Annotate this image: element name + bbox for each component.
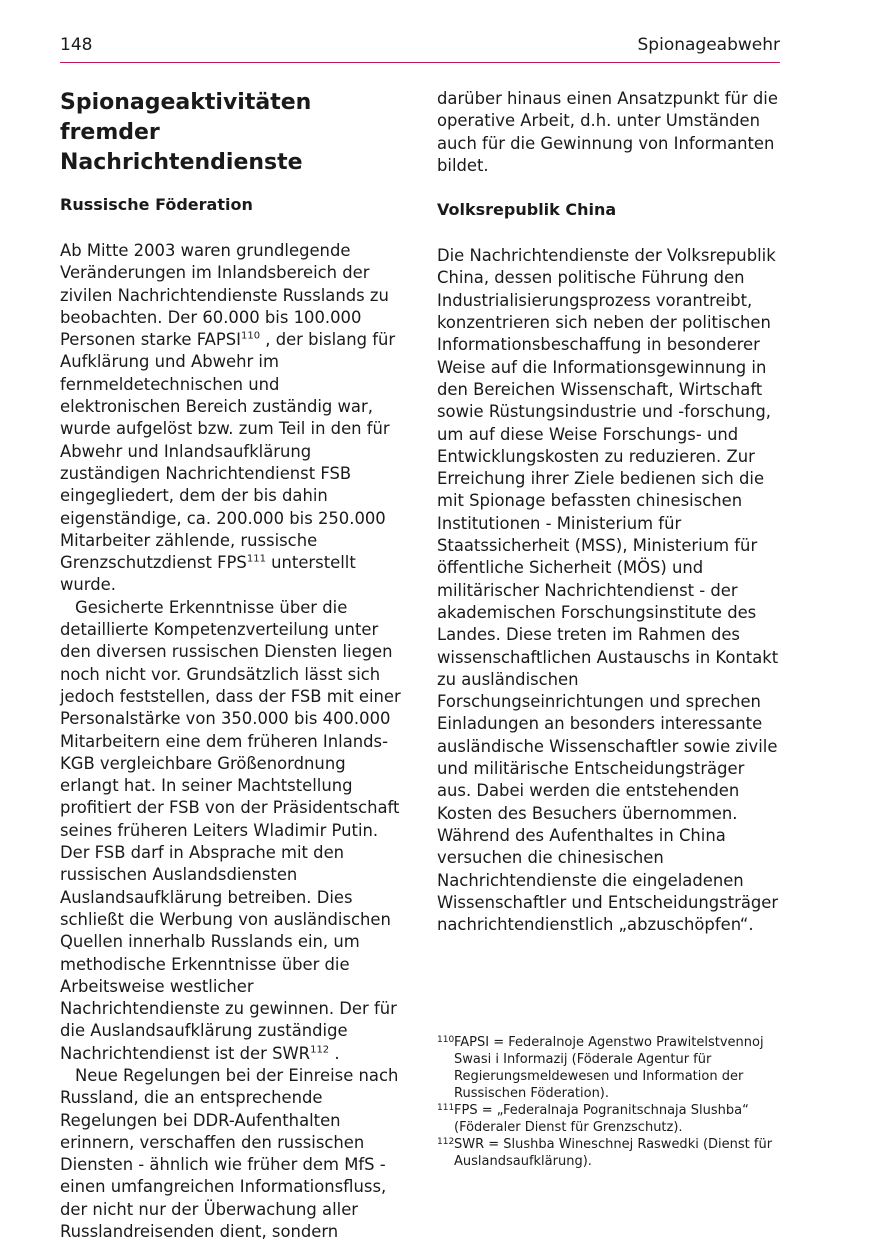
footnote-111 — [437, 1102, 782, 1136]
paragraph-russia-1 — [60, 240, 402, 597]
paragraph-china: Die Nachrichtendienste der Volksrepublik China, dessen politische Führung den Industrialisierungsprozess vorantreibt, konzentrieren sich neben der politischen Informationsbeschaffung in besonderer Weise auf die Informationsgewinnung in den Bereichen Wissenschaft, Wirtschaft sowie Rüstungsindustrie und -forschung, um auf diese Weise Forschungs- und Entwicklungskosten zu reduzieren. Zur Erreichung ihrer Ziele bedienen sich die mit Spionage befassten chinesischen Institutionen - Ministerium für Staatssicherheit (MSS), Ministerium für öffentliche Sicherheit (MÖS) und militärischer Nachrichtendienst - der akademischen Forschungsinstitute des Landes. Diese treten im Rahmen des wissenschaftlichen Austauschs in Kontakt zu ausländischen Forschungseinrichtungen und sprechen Einladungen an besonders interessante ausländische Wissenschaftler sowie zivile und militärische Entscheidungsträger aus. Dabei werden die entstehenden Kosten des Besuchers übernommen. Während des Aufenthaltes in China versuchen die chinesischen Nachrichtendienste die eingeladenen Wissenschaftler und Entscheidungsträger nachrichtendienstlich „abzuschöpfen“. — [437, 246, 779, 935]
footnote-number: 111 — [437, 1103, 455, 1113]
footnote-110 — [437, 1034, 782, 1102]
section-title-line2: Nachrichtendienste — [60, 150, 303, 175]
footnote-ref-112[interactable]: 112 — [310, 1044, 330, 1056]
footnotes — [437, 1034, 782, 1170]
footnote-ref-111[interactable]: 111 — [246, 553, 266, 565]
paragraph-russia-3: Neue Regelungen bei der Einreise nach Russland, die an entsprechende Regelungen bei DDR-Aufenthalten erinnern, verschaffen den russischen Diensten - ähnlich wie früher dem MfS - einen umfangreichen Informationsfluss, der nicht nur der Überwachung aller Russlandreisenden dient, sondern — [60, 1065, 399, 1242]
subhead-china: Volksrepublik China — [437, 200, 617, 220]
paragraph-russia-2-part-b: . — [329, 1043, 340, 1063]
paragraph-russia-2-part-a: Gesicherte Erkenntnisse über die detaillierte Kompetenzverteilung unter den diversen russischen Diensten liegen noch nicht vor. Grundsätzlich lässt sich jedoch feststellen, dass der FSB mit einer Personalstärke von 350.000 bis 400.000 Mitarbeitern eine dem früheren Inlands-KGB vergleichbare Größenordnung erlangt hat. In seiner Machtstellung profitiert der FSB von der Präsidentschaft seines früheren Leiters Wladimir Putin. Der FSB darf in Absprache mit den russischen Auslandsdiensten Auslandsaufklärung betreiben. Dies schließt die Werbung von ausländischen Quellen innerhalb Russlands ein, um methodische Erkenntnisse über die Arbeitsweise westlicher Nachrichtendienste zu gewinnen. Der für die Auslandsaufklärung zuständige Nachrichtendienst ist der SWR — [60, 597, 401, 1063]
footnote-text: FAPSI = Federalnoje Agenstwo Prawitelstvennoj Swasi i Informazij (Föderale Agentur für Regierungsmeldewesen und Information der Russischen Föderation). — [454, 1035, 764, 1101]
footnote-number: 110 — [437, 1035, 455, 1045]
paragraph-russia-1-part-a: Ab Mitte 2003 waren grundlegende Veränderungen im Inlandsbereich der zivilen Nachrichtendienste Russlands zu beobachten. Der 60.000 bis 100.000 Personen starke FAPSI — [60, 241, 389, 350]
footnote-112 — [437, 1136, 782, 1170]
running-head: Spionageabwehr — [637, 35, 780, 55]
paragraph-russia-1-part-b: , der bislang für Aufklärung und Abwehr im fernmeldetechnischen und elektronischen Bereich zuständig war, wurde aufgelöst bzw. zum Teil in den für Abwehr und Inlandsaufklärung zuständigen Nachrichtendienst FSB eingegliedert, dem der bis dahin eigenständige, ca. 200.000 bis 250.000 Mitarbeiter zählende, russische Grenzschutzdienst FPS — [60, 330, 396, 573]
left-column — [60, 88, 402, 1243]
footnote-text: FPS = „Federalnaja Pogranitschnaja Slushba“ (Föderaler Dienst für Grenzschutz). — [454, 1103, 749, 1135]
footnote-ref-110[interactable]: 110 — [240, 330, 261, 342]
footnote-number: 112 — [437, 1137, 455, 1147]
page-number: 148 — [60, 35, 93, 55]
paragraph-russia-2 — [60, 597, 402, 1065]
paragraph-russia-continued: darüber hinaus einen Ansatzpunkt für die operative Arbeit, d.h. unter Umständen auch für die Gewinnung von Informanten bildet. — [437, 89, 778, 175]
footnote-text: SWR = Slushba Wineschnej Raswedki (Dienst für Auslandsaufklärung). — [454, 1137, 773, 1169]
paragraph-russia-1-part-c: unterstellt wurde. — [60, 553, 356, 595]
page-header — [60, 34, 780, 63]
right-column — [437, 88, 782, 936]
section-title — [60, 88, 402, 178]
subhead-russia: Russische Föderation — [60, 195, 253, 214]
section-title-line1: Spionageaktivitäten fremder — [60, 90, 312, 145]
